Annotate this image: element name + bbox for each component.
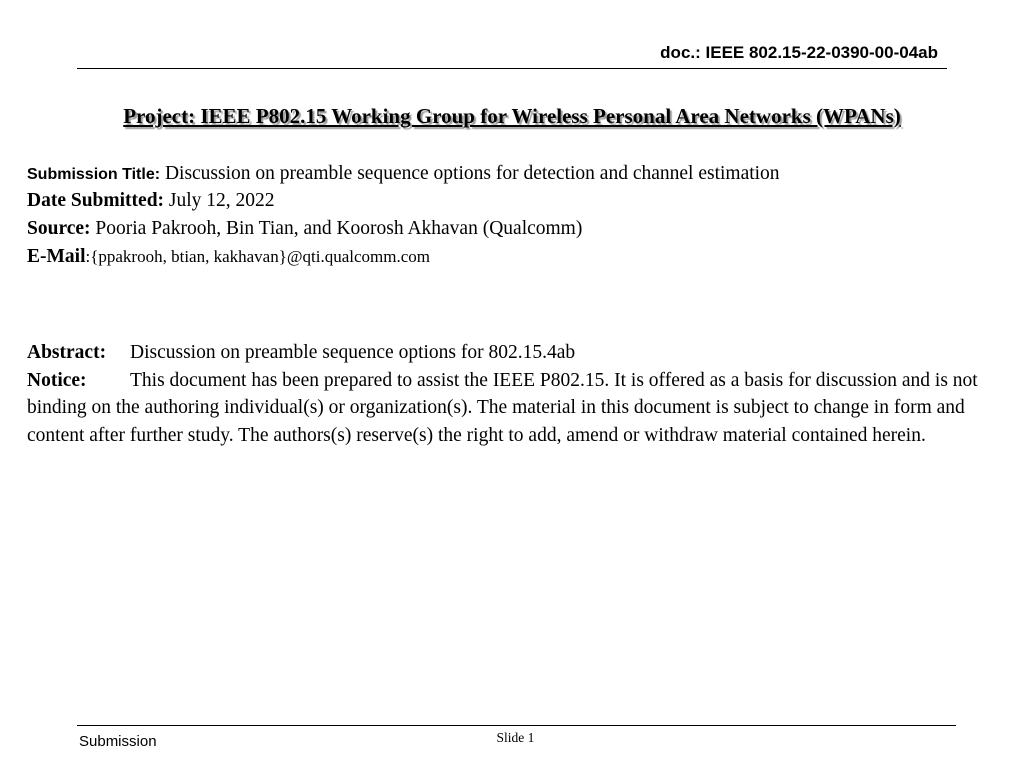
notice-label: Notice: [27, 369, 87, 391]
abstract-label: Abstract: [27, 342, 107, 363]
source-label: Source: [27, 218, 91, 239]
date-submitted-label: Date Submitted: [27, 190, 165, 211]
date-submitted-value: July 12, 2022 [168, 190, 275, 211]
email-label: E-Mail [27, 246, 86, 267]
footer-rule [77, 725, 956, 726]
date-submitted-line [27, 188, 275, 214]
email-line [27, 244, 430, 270]
header-rule [77, 68, 947, 69]
abstract-text: Discussion on preamble sequence options for 802.15.4ab [130, 342, 576, 363]
source-value: Pooria Pakrooh, Bin Tian, and Koorosh Akhavan (Qualcomm) [95, 218, 583, 239]
slide-number: Slide 1 [496, 730, 535, 745]
doc-id: doc.: IEEE 802.15-22-0390-00-04ab [660, 43, 938, 62]
notice-paragraph [27, 367, 1007, 450]
submission-title-label: Submission Title: [27, 166, 161, 183]
abstract-line [27, 339, 1007, 367]
email-value: :{ppakrooh, btian, kakhavan}@qti.qualcomm.com [85, 247, 431, 266]
footer-submission: Submission [79, 733, 157, 750]
submission-title-value: Discussion on preamble sequence options for detection and channel estimation [164, 163, 780, 184]
abstract-block [27, 339, 1007, 449]
source-line [27, 216, 582, 242]
notice-text: This document has been prepared to assist the IEEE P802.15. It is offered as a basis for discussion and is not binding on the authoring individual(s) or organization(s). The material in this document is subject to change in form and content after further study. The authors(s) reserve(s) the right to add, amend or withdraw material contained herein. [27, 369, 978, 446]
project-title: Project: IEEE P802.15 Working Group for Wireless Personal Area Networks (WPANs) [123, 104, 901, 128]
submission-title-line [27, 161, 780, 188]
